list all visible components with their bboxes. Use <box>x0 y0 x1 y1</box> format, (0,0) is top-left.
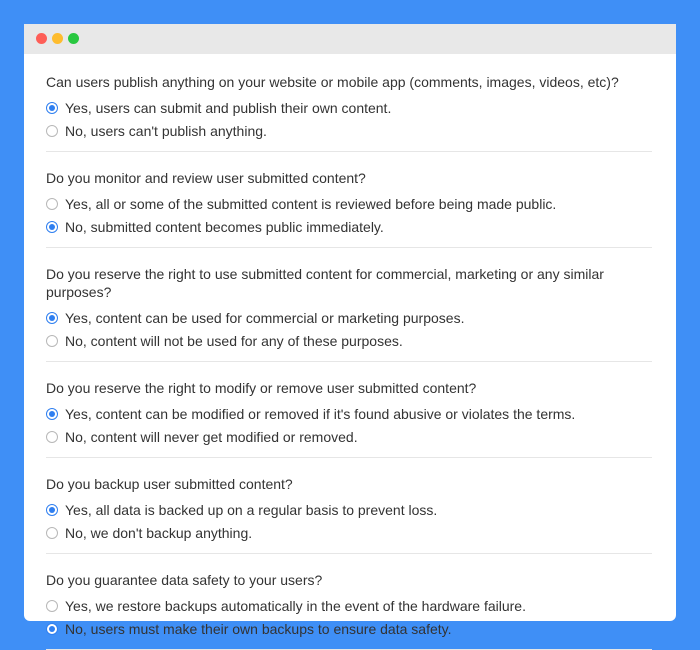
option-label: No, we don't backup anything. <box>65 524 253 541</box>
option-label: Yes, content can be used for commercial or marketing purposes. <box>65 309 465 326</box>
radio-button[interactable] <box>46 102 58 114</box>
radio-option-safety-yes[interactable] <box>46 594 652 617</box>
browser-window <box>24 24 676 637</box>
option-label: No, users must make their own backups to ensure data safety. <box>65 620 452 637</box>
option-label: No, content will never get modified or removed. <box>65 428 358 445</box>
radio-option-publish-yes[interactable] <box>46 96 652 119</box>
radio-button[interactable] <box>46 335 58 347</box>
question-block-monitor <box>46 152 652 248</box>
radio-button[interactable] <box>46 527 58 539</box>
question-block-publish <box>46 66 652 152</box>
question-text: Do you reserve the right to modify or remove user submitted content? <box>46 380 477 396</box>
radio-option-backup-no[interactable] <box>46 521 652 544</box>
radio-option-publish-no[interactable] <box>46 119 652 142</box>
radio-button[interactable] <box>46 198 58 210</box>
minimize-window-button[interactable] <box>52 33 63 44</box>
questionnaire <box>24 54 676 650</box>
radio-option-commercial-yes[interactable] <box>46 306 652 329</box>
window-titlebar <box>24 24 676 54</box>
radio-option-monitor-yes[interactable] <box>46 192 652 215</box>
radio-button[interactable] <box>46 504 58 516</box>
radio-button[interactable] <box>46 125 58 137</box>
radio-option-backup-yes[interactable] <box>46 498 652 521</box>
radio-button[interactable] <box>46 623 58 635</box>
radio-option-modify-no[interactable] <box>46 425 652 448</box>
radio-option-commercial-no[interactable] <box>46 329 652 352</box>
radio-button[interactable] <box>46 408 58 420</box>
question-text: Can users publish anything on your website or mobile app (comments, images, videos, etc)? <box>46 74 619 90</box>
option-label: Yes, content can be modified or removed if it's found abusive or violates the terms. <box>65 405 576 422</box>
radio-option-monitor-no[interactable] <box>46 215 652 238</box>
option-label: No, submitted content becomes public immediately. <box>65 218 384 235</box>
question-block-backup <box>46 458 652 554</box>
radio-button[interactable] <box>46 221 58 233</box>
question-block-modify-remove <box>46 362 652 458</box>
radio-button[interactable] <box>46 312 58 324</box>
radio-option-modify-yes[interactable] <box>46 402 652 425</box>
radio-button[interactable] <box>46 600 58 612</box>
radio-button[interactable] <box>46 431 58 443</box>
question-text: Do you backup user submitted content? <box>46 476 293 492</box>
question-text: Do you guarantee data safety to your users? <box>46 572 323 588</box>
maximize-window-button[interactable] <box>68 33 79 44</box>
option-label: Yes, all or some of the submitted content is reviewed before being made public. <box>65 195 557 212</box>
option-label: No, users can't publish anything. <box>65 122 267 139</box>
option-label: Yes, we restore backups automatically in the event of the hardware failure. <box>65 597 526 614</box>
question-block-data-safety <box>46 554 652 650</box>
question-block-commercial-use <box>46 248 652 362</box>
option-label: No, content will not be used for any of these purposes. <box>65 332 403 349</box>
option-label: Yes, all data is backed up on a regular basis to prevent loss. <box>65 501 438 518</box>
question-text: Do you reserve the right to use submitted content for commercial, marketing or any similar purposes? <box>46 266 604 300</box>
option-label: Yes, users can submit and publish their own content. <box>65 99 392 116</box>
question-text: Do you monitor and review user submitted content? <box>46 170 366 186</box>
radio-option-safety-no[interactable] <box>46 617 652 640</box>
close-window-button[interactable] <box>36 33 47 44</box>
